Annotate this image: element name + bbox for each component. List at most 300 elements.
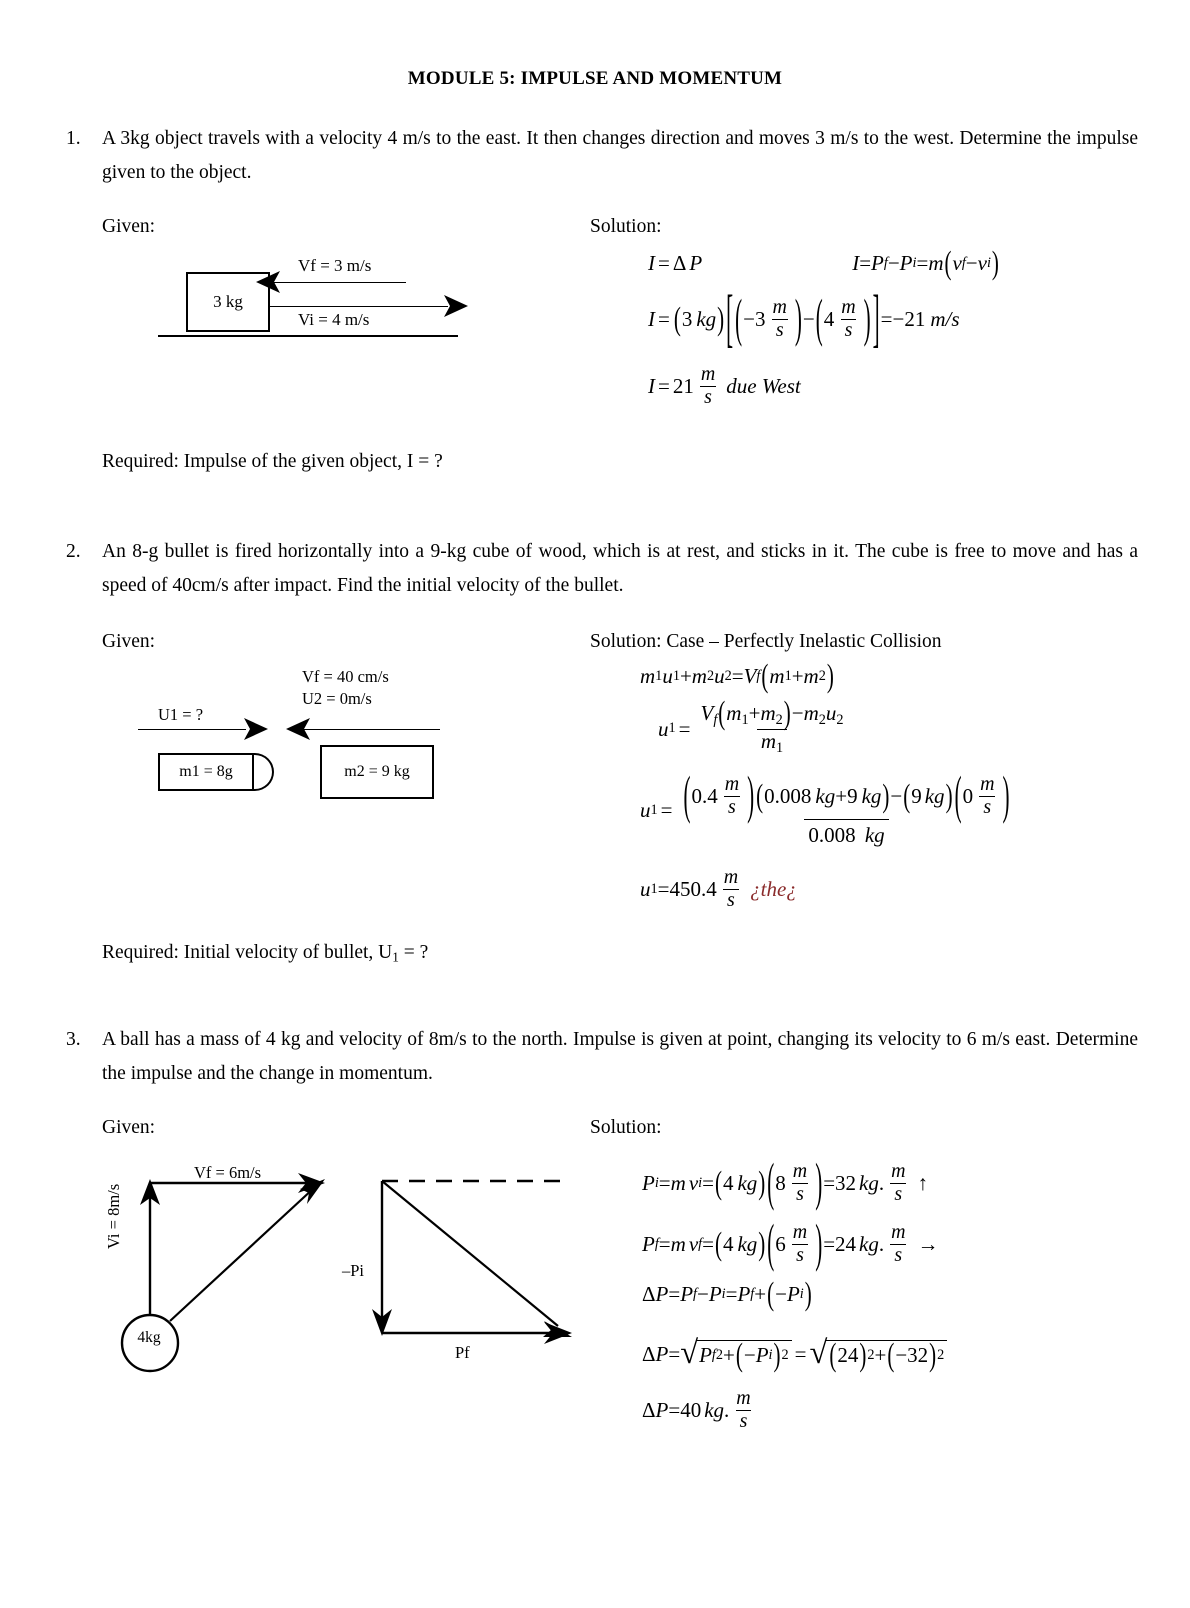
- frac-u1-den: [757, 729, 787, 757]
- paren3-open: (: [735, 288, 743, 349]
- sqrt-icon-2: √: [809, 1335, 828, 1372]
- e21-2b: 2: [724, 667, 732, 684]
- eq2-4: 4: [823, 306, 835, 331]
- f8-s: s: [890, 1183, 906, 1206]
- f7-s: s: [792, 1183, 808, 1206]
- e23-9: 9: [847, 784, 858, 809]
- bracket-open: [: [726, 280, 734, 356]
- e21-paren-open: (: [761, 656, 769, 695]
- given-label-1: Given:: [102, 216, 156, 237]
- eq-minus: −: [887, 251, 900, 275]
- e33-p2: ): [804, 1275, 812, 1313]
- e34-24: 24: [837, 1343, 859, 1368]
- e31-kg: kg: [737, 1171, 758, 1196]
- e31-P: P: [642, 1171, 655, 1196]
- f5-m: m: [980, 773, 995, 796]
- e32-v: v: [688, 1232, 699, 1257]
- equation-3-2: [642, 1213, 1138, 1274]
- e33-p1: (: [767, 1275, 775, 1313]
- e21-plus: +: [679, 663, 692, 688]
- problem-2-diagram: [130, 667, 570, 807]
- equation-1-3: [648, 364, 1138, 409]
- given-label-3: Given:: [102, 1117, 156, 1139]
- frac-u1-num: [696, 694, 847, 732]
- ball-mass-label: 4kg: [137, 1329, 161, 1347]
- e34-sq2: 2: [781, 1346, 789, 1363]
- vf-label-2: Vf = 40 cm/s: [302, 666, 389, 686]
- frac-ms-7: [789, 1161, 811, 1206]
- frac-ms-3: [697, 364, 719, 409]
- document-page: [0, 68, 1190, 1608]
- e33-P: P: [655, 1282, 669, 1307]
- eq3-direction: due West: [726, 373, 801, 398]
- bracket-close: ]: [872, 280, 880, 356]
- f9-s: s: [792, 1244, 808, 1267]
- eq2-minus-c: −: [892, 306, 905, 331]
- e33-Pf2: P: [737, 1282, 751, 1307]
- f10-m: m: [891, 1221, 906, 1244]
- paren-open: (: [944, 244, 952, 282]
- e34-sq4: 2: [937, 1346, 945, 1363]
- e31-p2: ): [758, 1164, 766, 1202]
- problem-3-equations: [642, 1152, 1138, 1432]
- e24-u: u: [640, 877, 651, 902]
- paren2-close: ): [717, 300, 725, 338]
- frac-ms-8: [887, 1161, 909, 1206]
- equation-2-3: [640, 765, 1138, 848]
- eq3-I: I: [648, 373, 655, 398]
- eq2-3: 3: [681, 306, 693, 331]
- frac-ms-1: [769, 297, 791, 342]
- f4-s: s: [724, 796, 740, 819]
- eq-minus-b: −: [965, 251, 978, 275]
- e22-p1: (: [718, 694, 726, 732]
- vf-arrowhead-icon: [254, 268, 284, 296]
- e23-0008b: 0.008: [808, 823, 856, 848]
- e31-i2: i: [698, 1175, 703, 1192]
- e32-p4: ): [815, 1213, 823, 1274]
- problem-3-solution-column: [590, 1113, 1138, 1432]
- radicand-2: [825, 1336, 947, 1374]
- e33-minus: −: [696, 1282, 709, 1307]
- problem-1-statement: A 3kg object travels with a velocity 4 m/s to the east. It then changes direction and moves 3 m/s to the west. Determine the impulse given to the object.: [102, 128, 1138, 183]
- e23-plus: +: [835, 784, 848, 809]
- frac-ms-9: [789, 1222, 811, 1267]
- paren2-open: (: [673, 300, 681, 338]
- problem-2-solution-column: [590, 627, 1138, 912]
- e22-m2: m: [760, 700, 776, 725]
- e22-m1: m: [726, 700, 742, 725]
- problem-2-header: [66, 535, 1138, 603]
- eq-equals: =: [658, 251, 670, 275]
- vi-label-1: Vi = 4 m/s: [298, 310, 370, 329]
- e23-u: u: [640, 798, 651, 823]
- e21-f: f: [756, 667, 761, 684]
- e22-eq: =: [678, 716, 691, 741]
- problem-2-given-column: [102, 627, 590, 912]
- e22-2c: 2: [836, 711, 844, 728]
- frac2-den: [804, 819, 888, 847]
- vf-arrow-line-2: [298, 729, 440, 730]
- e23-1: 1: [650, 801, 658, 818]
- frac-u1: [696, 694, 847, 756]
- e24-1: 1: [650, 880, 658, 897]
- equation-1-1: [648, 244, 1138, 282]
- eq-Pf: P: [871, 251, 884, 275]
- e21-2c: 2: [818, 667, 826, 684]
- equation-3-4: [642, 1335, 1138, 1374]
- e34-plus: +: [723, 1343, 735, 1368]
- frac-u1-num2: [678, 765, 1014, 848]
- e34-plus2: +: [874, 1343, 887, 1368]
- e33-eq: =: [668, 1282, 681, 1307]
- bullet-body: m1 = 8g: [158, 753, 254, 791]
- e32-f: f: [654, 1235, 659, 1252]
- frac-ms-11: [732, 1388, 754, 1433]
- f10-s: s: [890, 1244, 906, 1267]
- equation-3-5: [642, 1388, 1138, 1433]
- e34-P: P: [655, 1341, 669, 1366]
- u2-label: U2 = 0m/s: [302, 688, 372, 708]
- e35-dot: .: [724, 1397, 730, 1422]
- e23-9b: 9: [911, 784, 922, 809]
- frac-ms-2: [837, 297, 859, 342]
- e22-md: m: [760, 728, 777, 753]
- e34-p6: ): [929, 1336, 937, 1374]
- problem-2-required-sub: 1: [392, 949, 399, 965]
- e34-p1: (: [735, 1336, 743, 1374]
- e35-eq: =: [668, 1397, 681, 1422]
- e32-arrow-right-icon: →: [917, 1232, 939, 1257]
- e22-p2: ): [783, 694, 791, 732]
- frac-den-s2: s: [841, 319, 857, 342]
- radical-1: [680, 1335, 791, 1374]
- render-artifact-text: ¿the¿: [750, 877, 797, 902]
- bullet-nose: [242, 753, 274, 791]
- u1-arrow-line: [138, 729, 246, 730]
- eq2-units: m/s: [930, 306, 960, 331]
- e33-Pi2: P: [786, 1282, 800, 1307]
- e31-8: 8: [775, 1171, 786, 1196]
- e22-1b: 1: [741, 711, 749, 728]
- eq-sub-i: i: [912, 254, 917, 271]
- e34-i: i: [768, 1346, 773, 1363]
- e32-p1: (: [714, 1225, 722, 1263]
- e23-p6: ): [945, 777, 953, 815]
- u1-arrowhead-icon: [240, 715, 270, 743]
- e21-eq: =: [731, 663, 744, 688]
- e31-arrow-up-icon: ↑: [917, 1171, 929, 1196]
- frac-den-s3: s: [700, 386, 716, 409]
- e31-dot: .: [878, 1171, 885, 1196]
- e34-sq3: 2: [867, 1346, 875, 1363]
- e32-4: 4: [722, 1232, 734, 1257]
- e22-2: 2: [775, 711, 783, 728]
- e22-V: V: [700, 700, 714, 725]
- vi-arrow-line: [268, 306, 448, 307]
- e23-eq: =: [660, 798, 673, 823]
- e22-1: 1: [668, 720, 676, 737]
- e32-kg2: kg: [859, 1232, 879, 1257]
- e23-kg3: kg: [924, 784, 945, 809]
- e23-p3: (: [756, 777, 764, 815]
- frac-num-m2: m: [841, 296, 856, 319]
- eq2-minus: −: [743, 306, 756, 331]
- u1-label: U1 = ?: [158, 704, 204, 724]
- equation-2-1: [640, 656, 1138, 695]
- pi-label: –Pi: [342, 1261, 365, 1281]
- solution-label-3: Solution:: [590, 1117, 662, 1139]
- problem-2-required-prefix: Required: Initial velocity of bullet, U: [102, 942, 393, 964]
- eq-vf: v: [952, 251, 962, 275]
- eq-I-b: I: [852, 251, 860, 275]
- eq-equals-b: =: [859, 251, 872, 275]
- frac-num-m3: m: [700, 362, 716, 385]
- e21-paren-close: ): [826, 656, 834, 695]
- f9-m: m: [792, 1221, 808, 1244]
- e34-sq: 2: [715, 1346, 723, 1363]
- e31-p1: (: [714, 1164, 722, 1202]
- e32-eq: =: [658, 1232, 671, 1257]
- e23-0008: 0.008: [764, 784, 812, 809]
- e21-m3: m: [769, 663, 785, 688]
- problem-1-columns: [102, 212, 1138, 425]
- vf-arrowhead-icon-2: [284, 715, 314, 743]
- e23-p7: (: [954, 765, 962, 826]
- problem-3-diagram: [104, 1161, 610, 1376]
- e22-f: f: [713, 711, 718, 728]
- paren4-close: ): [863, 288, 871, 349]
- eq-vi: v: [977, 251, 987, 275]
- e34-Pf: P: [699, 1343, 712, 1368]
- problem-3: [66, 1023, 1138, 1432]
- e34-eq2: =: [794, 1341, 807, 1366]
- f6-s: s: [723, 889, 739, 912]
- equation-1-2: [648, 280, 1138, 356]
- radicand-1: [696, 1336, 792, 1374]
- problem-2: [66, 535, 1138, 966]
- e33-i2: i: [799, 1285, 804, 1302]
- e31-i: i: [654, 1175, 659, 1192]
- e23-kg4: kg: [864, 823, 885, 848]
- e22-plus: +: [748, 700, 761, 725]
- radical-2: [809, 1335, 947, 1374]
- problem-3-statement: A ball has a mass of 4 kg and velocity of 8m/s to the north. Impulse is given at point, changing its velocity to 6 m/s east. Determine the impulse and the change in momentum.: [102, 1029, 1138, 1085]
- solution-label-1: Solution:: [590, 216, 662, 237]
- pf-label: Pf: [455, 1343, 470, 1363]
- e33-f2: f: [750, 1285, 755, 1302]
- e22-u: u: [658, 716, 669, 741]
- e34-f: f: [711, 1346, 716, 1363]
- frac-ms-5: [976, 774, 998, 819]
- problem-1-number: 1.: [66, 128, 81, 149]
- vf-label-1: Vf = 3 m/s: [298, 256, 372, 275]
- paren4-open: (: [815, 288, 823, 349]
- equation-3-3: [642, 1275, 1138, 1313]
- problem-1-solution-column: [590, 212, 1138, 425]
- e33-plus: +: [754, 1282, 767, 1307]
- e32-eq2: =: [702, 1232, 714, 1257]
- e32-kg: kg: [737, 1232, 758, 1257]
- e21-m: m: [640, 663, 656, 688]
- resultant-arrowhead-icon-2: [543, 1321, 572, 1337]
- frac2-num: [678, 765, 1014, 826]
- eq-Pi: P: [899, 251, 913, 275]
- eq2-equals: =: [658, 306, 670, 331]
- problem-1-given-column: [102, 212, 590, 425]
- solution-label-2: Solution: Case – Perfectly Inelastic Collision: [590, 630, 942, 652]
- problem-1: [66, 122, 1138, 473]
- e21-2: 2: [706, 667, 715, 684]
- problem-2-number: 2.: [66, 540, 81, 562]
- problem-3-number: 3.: [66, 1029, 81, 1051]
- e31-eq2: =: [702, 1171, 714, 1196]
- e34-p4: ): [859, 1336, 867, 1374]
- e32-dot: .: [878, 1232, 885, 1257]
- e24-eq: =: [657, 877, 670, 902]
- e22-minus: −: [791, 700, 804, 725]
- f7-m: m: [792, 1160, 808, 1183]
- eq2-3b: 3: [755, 306, 766, 331]
- e31-p3: (: [767, 1152, 775, 1213]
- e35-delta: Δ: [642, 1397, 656, 1422]
- e23-p4: ): [882, 777, 890, 815]
- given-label-2: Given:: [102, 630, 156, 652]
- e34-Pi: P: [755, 1343, 769, 1368]
- e33-f: f: [693, 1285, 697, 1302]
- f11-m: m: [736, 1386, 751, 1409]
- e22-m3: m: [803, 700, 819, 725]
- eq2-21: 21: [904, 306, 926, 331]
- ground-line: [158, 335, 458, 337]
- e35-P: P: [655, 1397, 669, 1422]
- problem-3-given-column: [102, 1113, 590, 1432]
- problem-2-required-suffix: = ?: [398, 942, 429, 964]
- resultant-vector-line-1: [170, 1187, 315, 1321]
- e22-1d: 1: [776, 739, 784, 756]
- e32-eq3: =: [823, 1232, 836, 1257]
- problem-3-columns: [102, 1113, 1138, 1432]
- e32-p2: ): [758, 1225, 766, 1263]
- wood-cube: m2 = 9 kg: [320, 745, 434, 799]
- e34-p5: (: [887, 1336, 895, 1374]
- e23-04: 0.4: [691, 784, 718, 809]
- e32-24: 24: [835, 1232, 857, 1257]
- e23-p1: (: [683, 765, 691, 826]
- frac-den-s: s: [772, 319, 788, 342]
- e33-Pi: P: [708, 1282, 722, 1307]
- eq-sub-f2: f: [961, 254, 966, 271]
- e31-p4: ): [815, 1152, 823, 1213]
- e32-f2: f: [698, 1235, 703, 1252]
- eq3-equals: =: [658, 373, 670, 398]
- vi-label-3: Vi = 8m/s: [104, 1184, 123, 1250]
- page-title: MODULE 5: IMPULSE AND MOMENTUM: [407, 68, 783, 89]
- e23-p5: (: [903, 777, 911, 815]
- eq3-21: 21: [672, 373, 694, 398]
- e31-eq: =: [658, 1171, 671, 1196]
- vf-label-3: Vf = 6m/s: [194, 1163, 262, 1183]
- e23-minus: −: [890, 784, 903, 809]
- e32-m: m: [670, 1232, 686, 1257]
- paren3-close: ): [794, 288, 802, 349]
- e32-P: P: [642, 1232, 655, 1257]
- e21-plus-b: +: [791, 663, 804, 688]
- e34-delta: Δ: [642, 1341, 656, 1366]
- e34-32: 32: [907, 1343, 929, 1368]
- e34-minus2: −: [895, 1343, 908, 1368]
- vi-arrowhead-icon: [440, 292, 470, 320]
- eq2-equals-b: =: [880, 306, 893, 331]
- problem-2-columns: [102, 627, 1138, 912]
- eq-I: I: [648, 251, 655, 275]
- e22-u2: u: [825, 700, 837, 725]
- problem-1-header: [66, 122, 1138, 190]
- e34-minus: −: [743, 1343, 756, 1368]
- eq2-minus-b: −: [802, 306, 815, 331]
- problem-1-diagram: [158, 258, 578, 368]
- e22-2b: 2: [818, 711, 826, 728]
- problem-1-equations: [648, 244, 1138, 409]
- vf-arrow-line: [274, 282, 406, 283]
- frac-ms-6: [720, 867, 742, 912]
- e33-Pf: P: [680, 1282, 694, 1307]
- e21-m4: m: [803, 663, 819, 688]
- e33-i: i: [721, 1285, 726, 1302]
- equation-3-1: [642, 1152, 1138, 1213]
- e31-v: v: [688, 1171, 699, 1196]
- e35-40: 40: [680, 1397, 702, 1422]
- e34-p3: (: [829, 1336, 837, 1374]
- e31-kg2: kg: [859, 1171, 879, 1196]
- e32-6: 6: [775, 1232, 786, 1257]
- e33-delta: Δ: [642, 1282, 656, 1307]
- e31-m: m: [670, 1171, 686, 1196]
- sqrt-icon-1: √: [680, 1335, 699, 1372]
- equation-2-4: [640, 867, 1138, 912]
- e21-u2: u: [714, 663, 725, 688]
- e21-1: 1: [655, 667, 663, 684]
- eq-sub-f: f: [883, 254, 888, 271]
- paren-close: ): [991, 244, 999, 282]
- e23-p8: ): [1002, 765, 1010, 826]
- e23-p2: ): [747, 765, 755, 826]
- equation-2-2: [658, 694, 1138, 756]
- eq-P: P: [689, 251, 703, 275]
- e35-kg: kg: [704, 1397, 725, 1422]
- e31-eq3: =: [823, 1171, 836, 1196]
- e21-m2: m: [691, 663, 707, 688]
- problem-1-required: Required: Impulse of the given object, I = ?: [102, 450, 443, 472]
- e33-eq2: =: [725, 1282, 738, 1307]
- e31-32: 32: [835, 1171, 857, 1196]
- frac-num-m: m: [772, 296, 787, 319]
- eq2-kg: kg: [696, 306, 717, 331]
- e23-0: 0: [962, 784, 974, 809]
- e34-p2: ): [773, 1336, 781, 1374]
- f4-m: m: [724, 773, 740, 796]
- eq-sub-i2: i: [986, 254, 991, 271]
- problem-2-required: [102, 942, 1138, 965]
- problem-2-equations: [640, 656, 1138, 912]
- e21-u: u: [662, 663, 673, 688]
- e21-V: V: [743, 663, 757, 688]
- eq2-I: I: [648, 306, 655, 331]
- problem-2-statement: An 8-g bullet is fired horizontally into a 9-kg cube of wood, which is at rest, and sticks in it. The cube is free to move and has a speed of 40cm/s after impact. Find the initial velocity of the bullet.: [102, 540, 1138, 596]
- resultant-vector-line-2: [382, 1181, 558, 1326]
- e23-kg: kg: [815, 784, 836, 809]
- eq-delta: Δ: [672, 251, 687, 275]
